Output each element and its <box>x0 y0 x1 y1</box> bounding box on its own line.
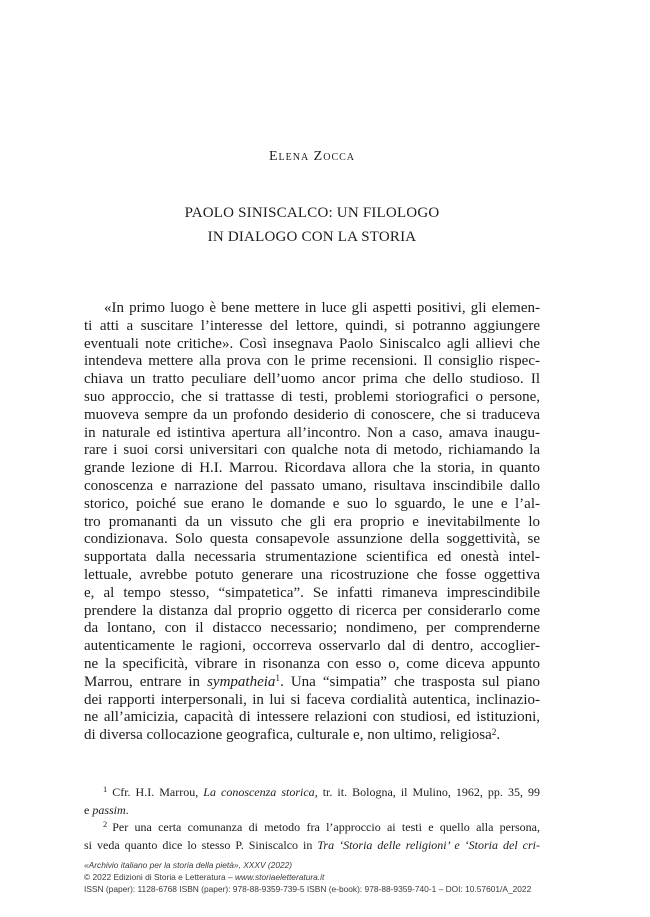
body-line: autenticamente le ragioni, occorreva osservarlo dal di dentro, accoglier- <box>84 638 540 655</box>
body-line: e, al tempo stesso, “simpatetica”. Se infatti rimaneva imprescindibile <box>84 584 540 601</box>
body-line-text: Marrou, entrare in <box>84 673 208 690</box>
body-line: prendere la distanza dal proprio oggetto di ricerca per considerarlo come <box>84 602 540 619</box>
footnote-reference: 1 <box>275 674 281 685</box>
body-line: rare i suoi corsi universitari con qualche nota di metodo, richiamando la <box>84 442 540 459</box>
footnote-italic-title: Tra ‘Storia delle religioni’ e ‘Storia del cri- <box>317 838 540 853</box>
publisher-website: www.storiaeletteratura.it <box>234 872 325 882</box>
body-line: tro promananti da un vissuto che gli era proprio e inevitabilmente lo <box>84 513 540 530</box>
body-line: ne all’amicizia, capacità di intessere relazioni con studiosi, ed istituzioni, <box>84 709 540 726</box>
body-line: lettuale, avrebbe potuto generare una ricostruzione che fosse oggettiva <box>84 566 540 583</box>
footnote-text: , tr. it. Bologna, il Mulino, 1962, pp. 35, 99 <box>314 785 541 799</box>
body-line: condizionava. Solo questa consapevole assunzione della soggettività, se <box>84 531 540 548</box>
publication-footer <box>84 859 544 895</box>
body-line: «In primo luogo è bene mettere in luce gli aspetti positivi, gli elemen- <box>104 300 540 316</box>
body-line: ti atti a suscitare l’interesse del lettore, quindi, si potranno aggiungere <box>84 317 540 334</box>
footnote-marker: 2 <box>103 820 108 830</box>
footnote-text: Per una certa comunanza di metodo fra l’approccio ai testi e quello alla persona, <box>112 820 540 835</box>
italic-term: sympatheia <box>207 673 276 690</box>
footnote-italic-term: passim <box>92 802 126 817</box>
body-line <box>84 674 540 692</box>
footnote-italic-title: La conoscenza storica <box>203 785 315 799</box>
body-line: dei rapporti interpersonali, in lui si faceva cordialità autentica, inclinazio- <box>84 691 540 708</box>
article-title <box>84 201 540 249</box>
footnote-text: . <box>125 802 129 817</box>
body-paragraph <box>84 300 540 745</box>
footnote-line <box>84 784 540 802</box>
body-line-text: . Una “simpatia” che trasposta sul piano <box>280 673 540 690</box>
footnote-line <box>84 819 540 837</box>
body-line: muoveva sempre da un profondo desiderio di conoscere, che si traduceva <box>84 406 540 423</box>
footnote-marker: 1 <box>103 784 108 794</box>
body-line: ne la specificità, vibrare in risonanza con esso o, come diceva appunto <box>84 655 540 672</box>
body-line: chiava un tratto peculiare dell’uomo ancor prima che dello studioso. Il <box>84 371 540 388</box>
body-line: conoscenza e narrazione del passato umano, risultava inscindibile dallo <box>84 477 540 494</box>
body-line: supportata dalla necessaria strumentazione scientifica ed onestà intel- <box>84 549 540 566</box>
body-line <box>84 727 540 745</box>
body-line: da lontano, con il distacco necessario; nondimeno, per comprenderne <box>84 620 540 637</box>
body-line: storico, poiché sue erano le domande e suo lo sguardo, le une e l’al- <box>84 495 540 512</box>
title-line: IN DIALOGO CON LA STORIA <box>207 229 417 245</box>
body-line: intendeva mettere alla prova con le prime recensioni. Il consiglio rispec- <box>84 353 540 370</box>
body-line: eventuali note critiche». Così insegnava Paolo Siniscalco agli allievi che <box>84 335 540 352</box>
footnote-text: Cfr. H.I. Marrou, <box>112 785 204 799</box>
body-line: grande lezione di H.I. Marrou. Ricordava allora che la storia, in quanto <box>84 460 540 477</box>
footnote-line <box>84 837 540 855</box>
title-line: PAOLO SINISCALCO: UN FILOLOGO <box>184 205 440 221</box>
footnotes <box>84 784 540 855</box>
footnote-text: e <box>84 802 93 817</box>
footnote-line <box>84 802 540 820</box>
body-line-text: di diversa collocazione geografica, culturale e, non ultimo, religiosa <box>84 727 492 744</box>
body-line: in naturale ed istintiva apertura all’incontro. Non a caso, amava inaugu- <box>84 424 540 441</box>
footnote-text: si veda quanto dice lo stesso P. Siniscalco in <box>84 838 318 853</box>
identifiers-line: ISSN (paper): 1128-6768 ISBN (paper): 978-88-9359-739-5 ISBN (e-book): 978-88-9359-740-1 – DOI: 10.57601/A_2022 <box>84 884 532 894</box>
author-name: Elena Zocca <box>268 149 356 164</box>
footnote-reference: 2 <box>491 727 497 738</box>
copyright-line <box>84 871 544 883</box>
publisher-text: © 2022 Edizioni di Storia e Letteratura – <box>84 872 235 882</box>
body-line: suo approccio, che si trattasse di testi, problemi storiografici o persone, <box>84 388 540 405</box>
journal-citation: «Archivio italiano per la storia della pietà», XXXV (2022) <box>84 860 293 870</box>
body-line-text: . <box>496 727 501 744</box>
